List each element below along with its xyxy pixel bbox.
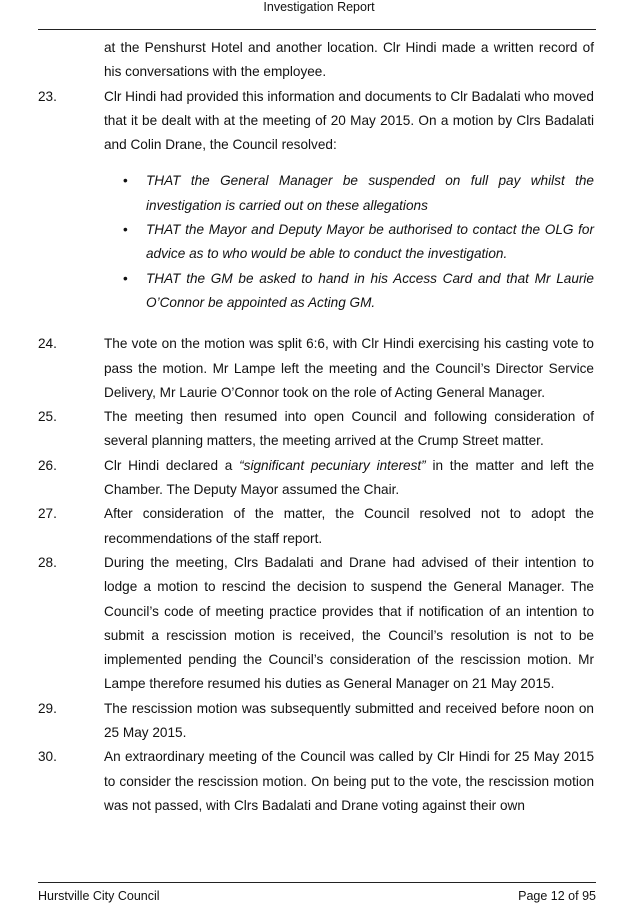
paragraph-text: After consideration of the matter, the Council resolved not to adopt the recommendations of the staff report. — [104, 506, 594, 546]
bullet-icon: • — [123, 270, 128, 286]
paragraph-text: The meeting then resumed into open Council and following consideration of several planning matters, the meeting arrived at the Crump Street matter. — [104, 409, 594, 449]
footer-organisation: Hurstville City Council — [38, 889, 160, 903]
report-body — [0, 36, 638, 818]
paragraph-number: 23. — [38, 88, 57, 104]
paragraph-27 — [38, 502, 594, 551]
footer-rule — [38, 882, 596, 883]
resolution-text: THAT the General Manager be suspended on full pay whilst the investigation is carried out on these allegations — [146, 173, 594, 213]
header-rule — [38, 29, 596, 30]
resolution-text: THAT the Mayor and Deputy Mayor be authorised to contact the OLG for advice as to who would be able to conduct the investigation. — [146, 222, 594, 262]
resolution-item — [123, 267, 594, 316]
paragraph-text: The rescission motion was subsequently submitted and received before noon on 25 May 2015. — [104, 700, 594, 741]
paragraph-28 — [38, 551, 594, 697]
paragraph-text: The vote on the motion was split 6:6, with Clr Hindi exercising his casting vote to pass the motion. Mr Lampe left the meeting and the Council’s Director Service Delivery, Mr Laurie O’Connor took on the role of Acting General Manager. — [104, 336, 594, 400]
paragraph-text: Clr Hindi had provided this information and documents to Clr Badalati who moved that it be dealt with at the meeting of 20 May 2015. On a motion by Clrs Badalati and Colin Drane, the Council resolved: — [104, 88, 594, 153]
paragraph-number: 27. — [38, 506, 57, 522]
bullet-icon: • — [123, 222, 128, 238]
paragraph-text: During the meeting, Clrs Badalati and Drane had advised of their intention to lodge a motion to rescind the decision to suspend the General Manager. The Council’s code of meeting practice provides that if notification of an intention to submit a rescission motion is received, the Council’s resolution is not to be implemented pending the Council’s consideration of the rescission motion. Mr Lampe therefore resumed his duties as General Manager on 21 May 2015. — [104, 554, 594, 692]
resolution-text: THAT the GM be asked to hand in his Access Card and that Mr Laurie O’Connor be appointed as Acting GM. — [146, 270, 594, 310]
paragraph-number: 25. — [38, 409, 57, 425]
paragraph-text-after: in the matter and left the Chamber. The Deputy Mayor assumed the Chair. — [104, 457, 595, 498]
header-title: Investigation Report — [263, 0, 375, 14]
resolution-list — [0, 169, 638, 315]
paragraph-23 — [38, 85, 594, 158]
paragraph-number: 30. — [38, 749, 57, 765]
resolution-item — [123, 218, 594, 267]
paragraph-30 — [38, 745, 594, 818]
paragraph-number: 28. — [38, 554, 57, 570]
paragraph-number: 24. — [38, 336, 57, 352]
quoted-term: “significant pecuniary interest” — [239, 457, 426, 473]
paragraph-number: 29. — [38, 700, 57, 716]
paragraph-25 — [38, 405, 594, 454]
paragraph-29 — [38, 697, 594, 746]
bullet-icon: • — [123, 173, 128, 189]
page-number: Page 12 of 95 — [518, 889, 596, 903]
paragraph-26 — [38, 454, 595, 503]
paragraph-text-before: Clr Hindi declared a — [104, 457, 240, 473]
paragraph-24 — [38, 332, 594, 405]
continuation-paragraph: at the Penshurst Hotel and another location. Clr Hindi made a written record of his conversations with the employee. — [104, 40, 594, 80]
paragraph-number: 26. — [38, 457, 57, 473]
paragraph-text: An extraordinary meeting of the Council was called by Clr Hindi for 25 May 2015 to consider the rescission motion. On being put to the vote, the rescission motion was not passed, with Clrs Badalati and Drane voting against their own — [104, 749, 594, 813]
resolution-item — [123, 169, 594, 218]
